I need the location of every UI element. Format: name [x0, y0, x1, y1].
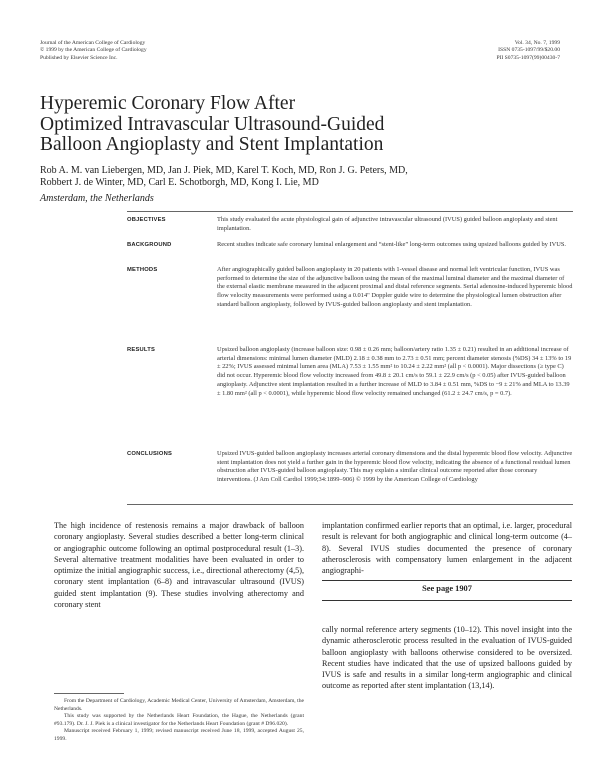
see-page-top-rule: [322, 580, 572, 581]
abstract-top-rule: [127, 211, 573, 212]
abstract-text: Upsized balloon angioplasty (increase balloon size: 0.98 ± 0.26 mm; balloon/artery ratio 1.35 ± 0.21) resulted in an additional increase of arterial dimensions: minimal lumen diameter (MLD) 2.18 ± 0.38 mm to 2.73 ± 0.51 mm; percent diameter stenosis (%DS) 34 ± 13% to 19 ± 22%; IVUS assessed minimal lumen area (MLA) 7.53 ± 1.55 mm² to 10.24 ± 2.22 mm² (all p < 0.0001). Major dissections (≥ type C) did not occur. Hyperemic blood flow velocity increased from 49.8 ± 20.1 cm/s to 59.1 ± 22.9 cm/s (p < 0.05) after IVUS-guided balloon angioplasty. Adjunctive stent implantation resulted in a further increase of MLD to 3.84 ± 0.51 mm, %DS to −9 ± 21% and MLA to 13.39 ± 1.80 mm² (all p < 0.0001), while hyperemic blood flow velocity remained unchanged (61.2 ± 24.7 cm/s, p = 0.7).: [217, 346, 572, 397]
body-right-column-top: implantation confirmed earlier reports that an optimal, i.e. larger, procedural result is relevant for both angiographic and clinical long-term outcome (4–8). Several IVUS studies documented the presence of coronary atherosclerosis with compensatory lumen enlargement in the adjacent angiographi-: [322, 521, 572, 576]
journal-name: Journal of the American College of Cardiology: [40, 40, 146, 46]
title-line: Optimized Intravascular Ultrasound-Guided: [40, 113, 385, 135]
abstract-label: OBJECTIVES: [127, 217, 166, 223]
journal-header-left: [40, 40, 147, 62]
abstract-bottom-rule: [127, 504, 573, 505]
see-page-bottom-rule: [322, 600, 572, 601]
title-line: Hyperemic Coronary Flow After: [40, 93, 296, 114]
author-line: Robbert J. de Winter, MD, Carl E. Schotborgh, MD, Kong I. Lie, MD: [40, 177, 319, 188]
footnote-affiliation: From the Department of Cardiology, Academic Medical Center, University of Amsterdam, Amsterdam, the Netherlands.: [54, 698, 304, 712]
journal-pii: PII S0735-1097(99)00430-7: [496, 54, 560, 61]
journal-volume: Vol. 34, No. 7, 1999: [514, 40, 560, 46]
journal-issn: ISSN 0735-1097/99/$20.00: [498, 47, 560, 54]
journal-header-right: [496, 40, 560, 62]
abstract-label: CONCLUSIONS: [127, 451, 173, 457]
abstract-text: Recent studies indicate safe coronary luminal enlargement and “stent-like” long-term outcomes using upsized balloons guided by IVUS.: [217, 241, 566, 248]
affiliation: Amsterdam, the Netherlands: [40, 193, 154, 204]
journal-publisher: Published by Elsevier Science Inc.: [40, 54, 118, 61]
footnote-dates: Manuscript received February 1, 1999; revised manuscript received June 18, 1999, accepted August 25, 1999.: [54, 728, 304, 742]
abstract-text: Upsized IVUS-guided balloon angioplasty increases arterial coronary dimensions and the distal hyperemic blood flow velocity. Adjunctive stent implantation does not yield a further gain in the hyperemic blood flow velocity, indicating the absence of a functional residual lumen obstruction after IVUS-guided balloon angioplasty. This may explain a similar clinical outcome reported after those coronary interventions. (J Am Coll Cardiol 1999;34:1899–906) © 1999 by the American College of Cardiology: [217, 450, 573, 484]
journal-copyright: © 1999 by the American College of Cardiology: [40, 47, 147, 54]
author-line: Rob A. M. van Liebergen, MD, Jan J. Piek, MD, Karel T. Koch, MD, Ron J. G. Peters, MD,: [40, 165, 408, 176]
abstract-text: This study evaluated the acute physiological gain of adjunctive intravascular ultrasound (IVUS) guided balloon angioplasty and stent implantation.: [217, 216, 558, 232]
footnote-rule: [54, 693, 124, 694]
abstract-label: RESULTS: [127, 347, 156, 353]
see-page-callout: See page 1907: [422, 584, 472, 593]
title-line: Balloon Angioplasty and Stent Implantation: [40, 134, 384, 155]
body-right-column-bottom: cally normal reference artery segments (10–12). This novel insight into the dynamic atherosclerotic process resulted in the evaluation of IVUS-guided balloon angioplasty with balloons otherwise considered to be oversized. Recent studies have indicated that the use of upsized balloons guided by IVUS is safe and results in a similar long-term angiographic and clinical outcome as reported after stent implantation (13,14).: [322, 625, 572, 691]
footnote-funding: This study was supported by the Netherlands Heart Foundation, the Hague, the Netherlands (grant #93.179). Dr. J. J. Piek is a clinical investigator for the Netherlands Heart Foundation (grant # D96.020).: [54, 713, 304, 727]
abstract-label: BACKGROUND: [127, 242, 172, 248]
abstract-text: After angiographically guided balloon angioplasty in 20 patients with 1-vessel disease and normal left ventricular function, IVUS was performed to determine the size of the adjunctive balloon using the mean of the maximal luminal diameter and the maximal diameter of the external elastic membrane measured in the adjacent proximal and distal reference segments. Serial adenosine-induced hyperemic blood flow velocity measurements were performed using a 0.014" Doppler guide wire to determine the physiological lumen obstruction after standard balloon angioplasty, followed by IVUS-guided balloon angioplasty and stent implantation.: [217, 266, 573, 308]
abstract-label: METHODS: [127, 267, 158, 273]
article-title: [40, 94, 570, 156]
author-list: [40, 165, 570, 189]
body-left-column: The high incidence of restenosis remains a major drawback of balloon coronary angioplasty. Several studies described a better long-term clinical or angiographic outcome following an optimal postprocedural result (1–3). Several alternative treatment modalities have been evaluated in order to optimize the initial angiographic success, i.e., directional atherectomy (4,5), coronary stent implantation (6–8) and intravascular ultrasound (IVUS) guided stent implantation (9). These studies involving atherectomy and coronary stent: [54, 521, 304, 610]
footnotes: [54, 698, 304, 743]
